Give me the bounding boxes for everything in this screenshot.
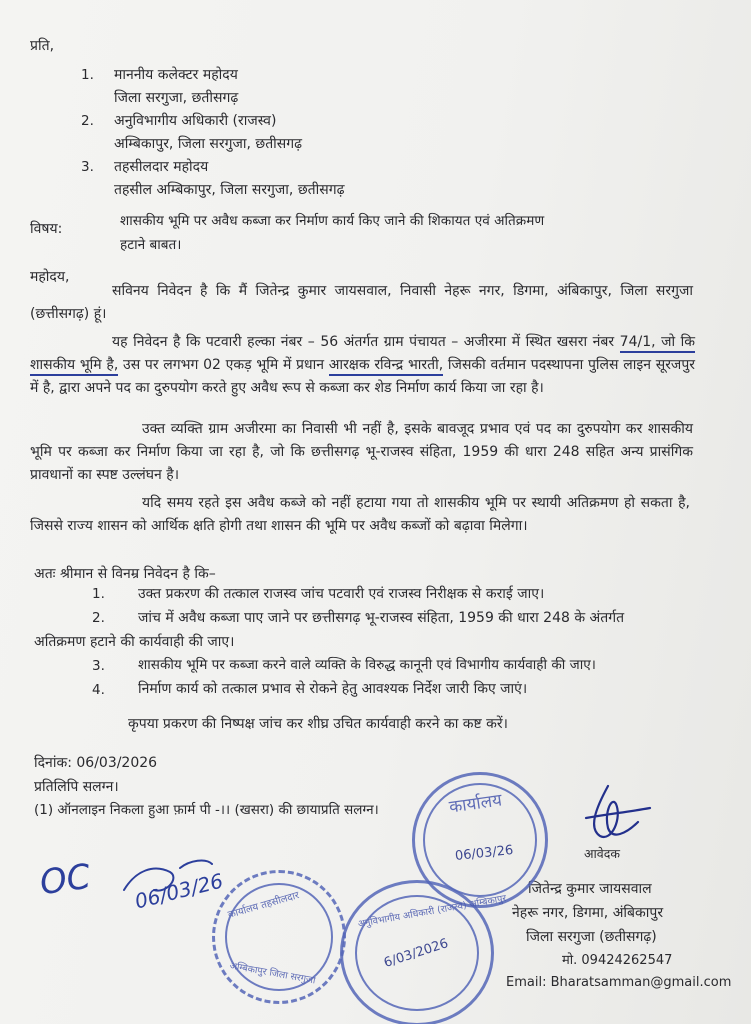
- salutation: महोदय,: [30, 269, 70, 285]
- handwritten-initials: [110, 850, 220, 920]
- sender-name: जितेन्द्र कुमार जायसवाल: [528, 881, 652, 897]
- sender-district: जिला सरगुजा (छतीसगढ़): [526, 929, 657, 945]
- recipient-1-num: 1.: [81, 67, 94, 83]
- recipient-2-place: अम्बिकापुर, जिला सरगुजा, छतीसगढ़: [114, 136, 303, 152]
- applicant-signature: [578, 778, 658, 848]
- tehsildar-stamp: [212, 870, 346, 1004]
- constable-underlined: आरक्षक रविन्द्र भारती,: [329, 357, 443, 376]
- paragraph-2-part-e: जिसकी वर्तमान पदस्थापना पुलिस लाइन सूरजपुर में है, द्वारा अपने पद का दुरुपयोग करते हुए अवैध रूप से कब्जा कर शेड निर्माण कार्य किया जा रहा है।: [30, 357, 695, 397]
- request-4-text: निर्माण कार्य को तत्काल प्रभाव से रोकने हेतु आवश्यक निर्देश जारी किए जाएं।: [138, 681, 528, 697]
- paragraph-1: सविनय निवेदन है कि मैं जितेन्द्र कुमार जायसवाल, निवासी नेहरू नगर, डिगमा, अंबिकापुर, जिला सरगुजा (छत्तीसगढ़) हूं।: [30, 283, 693, 323]
- tehsildar-stamp-sub: अम्बिकापुर जिला सरगुजा: [228, 960, 317, 987]
- subject-line-2: हटाने बाबत।: [120, 237, 182, 253]
- recipient-2-title: अनुविभागीय अधिकारी (राजस्व): [114, 113, 277, 129]
- request-1-text: उक्त प्रकरण की तत्काल राजस्व जांच पटवारी एवं राजस्व निरीक्षक से कराई जाए।: [138, 586, 545, 602]
- handwritten-oc-mark: OC: [37, 856, 94, 904]
- office-stamp-date: 06/03/26: [454, 842, 514, 865]
- applicant-label: आवेदक: [584, 846, 620, 861]
- sender-mobile: मो. 09424262547: [562, 953, 673, 968]
- sender-address: नेहरू नगर, डिगमा, अंबिकापुर: [512, 905, 664, 921]
- sdm-stamp-date: 6/03/2026: [382, 936, 451, 971]
- request-2-text: जांच में अवैध कब्जा पाए जाने पर छत्तीसगढ़ भू-राजस्व संहिता, 1959 की धारा 248 के अंतर्गत: [138, 610, 625, 626]
- enclosure-item: (1) ऑनलाइन निकला हुआ फ़ार्म पी -।। (खसरा) की छायाप्रति सलग्न।: [34, 802, 379, 818]
- recipient-2-num: 2.: [81, 113, 94, 129]
- sdm-stamp: [340, 880, 508, 1024]
- request-3-num: 3.: [92, 658, 105, 674]
- request-3-text: शासकीय भूमि पर कब्जा करने वाले व्यक्ति के विरुद्ध कानूनी एवं विभागीय कार्यवाही की जाए।: [138, 657, 596, 673]
- paragraph-4: यदि समय रहते इस अवैध कब्जे को नहीं हटाया गया तो शासकीय भूमि पर स्थायी अतिक्रमण हो सकता है, जिससे राज्य शासन को आर्थिक क्षति होगी तथा शासन की भूमि पर अवैध कब्जों को बढ़ावा मिलेगा।: [30, 495, 690, 535]
- paragraph-2: [30, 331, 695, 401]
- sdm-stamp-text: अनुविभागीय अधिकारी (राजस्व) अम्बिकापुर: [357, 893, 508, 930]
- closing-request: कृपया प्रकरण की निष्पक्ष जांच कर शीघ्र उचित कार्यवाही करने का कष्ट करें।: [128, 716, 508, 732]
- request-4-num: 4.: [92, 682, 105, 698]
- handwritten-date: 06/03/26: [132, 868, 226, 914]
- subject-line-1: शासकीय भूमि पर अवैध कब्जा कर निर्माण कार्य किए जाने की शिकायत एवं अतिक्रमण: [120, 213, 545, 229]
- paragraph-3: उक्त व्यक्ति ग्राम अजीरमा का निवासी भी नहीं है, इसके बावजूद प्रभाव एवं पद का दुरुपयोग कर शासकीय भूमि पर कब्जा कर निर्माण किया जा रहा है, जो कि छत्तीसगढ़ भू-राजस्व संहिता, 1959 की धारा 248 सहित अन्य प्रासंगिक प्रावधानों का स्पष्ट उल्लंघन है।: [30, 421, 693, 484]
- recipient-3-num: 3.: [81, 159, 94, 175]
- paragraph-2-part-c: उस पर लगभग 02 एकड़ भूमि में प्रधान: [118, 357, 329, 374]
- recipient-3-title: तहसीलदार महोदय: [114, 159, 209, 175]
- recipient-1-place: जिला सरगुजा, छतीसगढ़: [114, 90, 239, 106]
- office-stamp-text: कार्यालय: [447, 790, 504, 818]
- request-2-text-cont: अतिक्रमण हटाने की कार्यवाही की जाए।: [34, 634, 235, 650]
- khasra-underlined: 74/1, जो कि शासकीय भूमि है,: [30, 334, 695, 376]
- tehsildar-stamp-text: कार्यालय तहसीलदार: [226, 890, 301, 921]
- sender-email: Email: Bharatsamman@gmail.com: [506, 975, 732, 990]
- date-line: दिनांक: 06/03/2026: [34, 755, 158, 771]
- subject-label: विषय:: [30, 221, 63, 237]
- recipient-3-place: तहसील अम्बिकापुर, जिला सरगुजा, छतीसगढ़: [114, 182, 345, 198]
- paragraph-2-part-a: यह निवेदन है कि पटवारी हल्का नंबर – 56 अंतर्गत ग्राम पंचायत – अजीरमा में स्थित खसरा नंबर: [112, 334, 615, 350]
- to-label: प्रति,: [30, 38, 55, 54]
- request-2-num: 2.: [92, 610, 105, 626]
- recipient-1-title: माननीय कलेक्टर महोदय: [114, 67, 238, 83]
- request-intro: अतः श्रीमान से विनम्र निवेदन है कि–: [34, 566, 216, 582]
- request-1-num: 1.: [92, 586, 105, 602]
- enclosure-label: प्रतिलिपि सलग्न।: [34, 779, 119, 795]
